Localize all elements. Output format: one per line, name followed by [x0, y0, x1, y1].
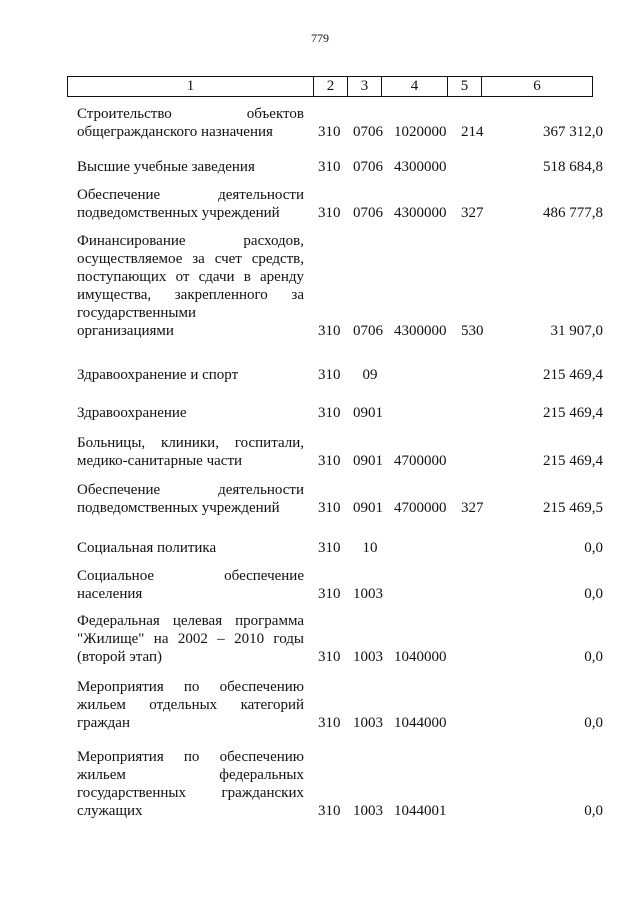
column-header-1: 1	[68, 77, 314, 97]
table-row	[0, 404, 640, 422]
row-cell-c3: 0706	[353, 205, 383, 221]
row-name-line: государственных гражданских	[77, 785, 304, 801]
row-cell-c3: 0706	[353, 124, 383, 140]
row-cell-c5: 214	[461, 124, 484, 140]
row-cell-c6: 215 469,5	[543, 500, 603, 516]
row-name-line: Мероприятия по обеспечению	[77, 749, 304, 765]
row-name-line: осуществляемое за счет средств,	[77, 251, 304, 267]
row-cell-c4: 4700000	[394, 453, 447, 469]
row-cell-c4: 1020000	[394, 124, 447, 140]
row-name-line: "Жилище" на 2002 – 2010 годы	[77, 631, 304, 647]
row-cell-c4: 4700000	[394, 500, 447, 516]
table-row	[0, 105, 640, 141]
row-cell-c3: 1003	[353, 649, 383, 665]
row-name-line: имущества, закрепленного за	[77, 287, 304, 303]
row-cell-c3: 1003	[353, 715, 383, 731]
row-cell-c3: 0901	[353, 500, 383, 516]
row-name-line: Здравоохранение	[77, 405, 187, 421]
row-cell-c2: 310	[318, 124, 341, 140]
column-header-6: 6	[482, 77, 593, 97]
row-cell-c3: 09	[362, 367, 378, 383]
row-cell-c3: 1003	[353, 803, 383, 819]
row-name	[77, 481, 304, 517]
row-cell-c3: 0901	[353, 453, 383, 469]
row-name-line: Финансирование расходов,	[77, 233, 304, 249]
row-cell-c6: 486 777,8	[543, 205, 603, 221]
row-name	[77, 366, 304, 384]
row-cell-c4: 1044001	[394, 803, 447, 819]
row-name-line: Обеспечение деятельности	[77, 187, 304, 203]
row-name	[77, 232, 304, 340]
row-cell-c6: 215 469,4	[543, 367, 603, 383]
row-cell-c6: 367 312,0	[543, 124, 603, 140]
row-name	[77, 567, 304, 603]
row-name	[77, 612, 304, 666]
row-name-line: Федеральная целевая программа	[77, 613, 304, 629]
row-cell-c2: 310	[318, 205, 341, 221]
row-name-line: государственными	[77, 305, 196, 321]
table-row	[0, 434, 640, 470]
row-cell-c2: 310	[318, 500, 341, 516]
row-cell-c2: 310	[318, 649, 341, 665]
table-row	[0, 748, 640, 820]
row-name-line: жильем федеральных	[77, 767, 304, 783]
table-row	[0, 612, 640, 666]
row-cell-c4: 4300000	[394, 323, 447, 339]
row-name-line: Строительство объектов	[77, 106, 304, 122]
row-name-line: поступающих от сдачи в аренду	[77, 269, 304, 285]
row-name	[77, 678, 304, 732]
row-cell-c6: 0,0	[584, 715, 603, 731]
row-name-line: Мероприятия по обеспечению	[77, 679, 304, 695]
row-cell-c4: 4300000	[394, 159, 447, 175]
row-name-line: граждан	[77, 715, 130, 731]
row-name-line: Социальная политика	[77, 540, 217, 556]
row-name	[77, 748, 304, 820]
row-name-line: подведомственных учреждений	[77, 205, 280, 221]
row-cell-c6: 0,0	[584, 649, 603, 665]
row-cell-c6: 31 907,0	[550, 323, 603, 339]
row-name-line: организациями	[77, 323, 174, 339]
table-row	[0, 186, 640, 222]
row-cell-c3: 0901	[353, 405, 383, 421]
row-cell-c5: 327	[461, 205, 484, 221]
row-name	[77, 105, 304, 141]
row-cell-c2: 310	[318, 715, 341, 731]
row-cell-c2: 310	[318, 803, 341, 819]
row-name-line: общегражданского назначения	[77, 124, 273, 140]
row-cell-c4: 1044000	[394, 715, 447, 731]
row-cell-c2: 310	[318, 323, 341, 339]
row-name-line: жильем отдельных категорий	[77, 697, 304, 713]
row-cell-c4: 1040000	[394, 649, 447, 665]
row-name-line: Высшие учебные заведения	[77, 159, 255, 175]
row-name-line: Больницы, клиники, госпитали,	[77, 435, 304, 451]
row-cell-c2: 310	[318, 540, 341, 556]
column-header-2: 2	[314, 77, 348, 97]
row-name-line: подведомственных учреждений	[77, 500, 280, 516]
row-cell-c4: 4300000	[394, 205, 447, 221]
row-name-line: Социальное обеспечение	[77, 568, 304, 584]
row-cell-c6: 215 469,4	[543, 405, 603, 421]
table-row	[0, 567, 640, 603]
column-header-5: 5	[448, 77, 482, 97]
row-name	[77, 158, 304, 176]
row-name-line: (второй этап)	[77, 649, 162, 665]
row-cell-c3: 0706	[353, 323, 383, 339]
row-name-line: медико-санитарные части	[77, 453, 243, 469]
row-cell-c6: 0,0	[584, 803, 603, 819]
row-cell-c2: 310	[318, 453, 341, 469]
row-name-line: служащих	[77, 803, 143, 819]
column-header-3: 3	[348, 77, 382, 97]
row-cell-c2: 310	[318, 586, 341, 602]
table-row	[0, 366, 640, 384]
table-row	[0, 539, 640, 557]
row-name	[77, 186, 304, 222]
row-cell-c5: 327	[461, 500, 484, 516]
table-row	[0, 678, 640, 732]
row-cell-c6: 0,0	[584, 586, 603, 602]
row-name-line: Обеспечение деятельности	[77, 482, 304, 498]
row-cell-c3: 1003	[353, 586, 383, 602]
row-cell-c3: 0706	[353, 159, 383, 175]
table-row	[0, 158, 640, 176]
row-name-line: Здравоохранение и спорт	[77, 367, 239, 383]
row-cell-c5: 530	[461, 323, 484, 339]
row-name	[77, 539, 304, 557]
column-header-4: 4	[382, 77, 448, 97]
row-name-line: населения	[77, 586, 143, 602]
row-cell-c2: 310	[318, 405, 341, 421]
row-cell-c6: 0,0	[584, 540, 603, 556]
row-name	[77, 404, 304, 422]
row-cell-c2: 310	[318, 367, 341, 383]
table-row	[0, 232, 640, 340]
row-cell-c6: 518 684,8	[543, 159, 603, 175]
table-row	[0, 481, 640, 517]
row-cell-c3: 10	[362, 540, 378, 556]
row-cell-c2: 310	[318, 159, 341, 175]
page-number: 779	[311, 31, 329, 45]
row-name	[77, 434, 304, 470]
row-cell-c6: 215 469,4	[543, 453, 603, 469]
